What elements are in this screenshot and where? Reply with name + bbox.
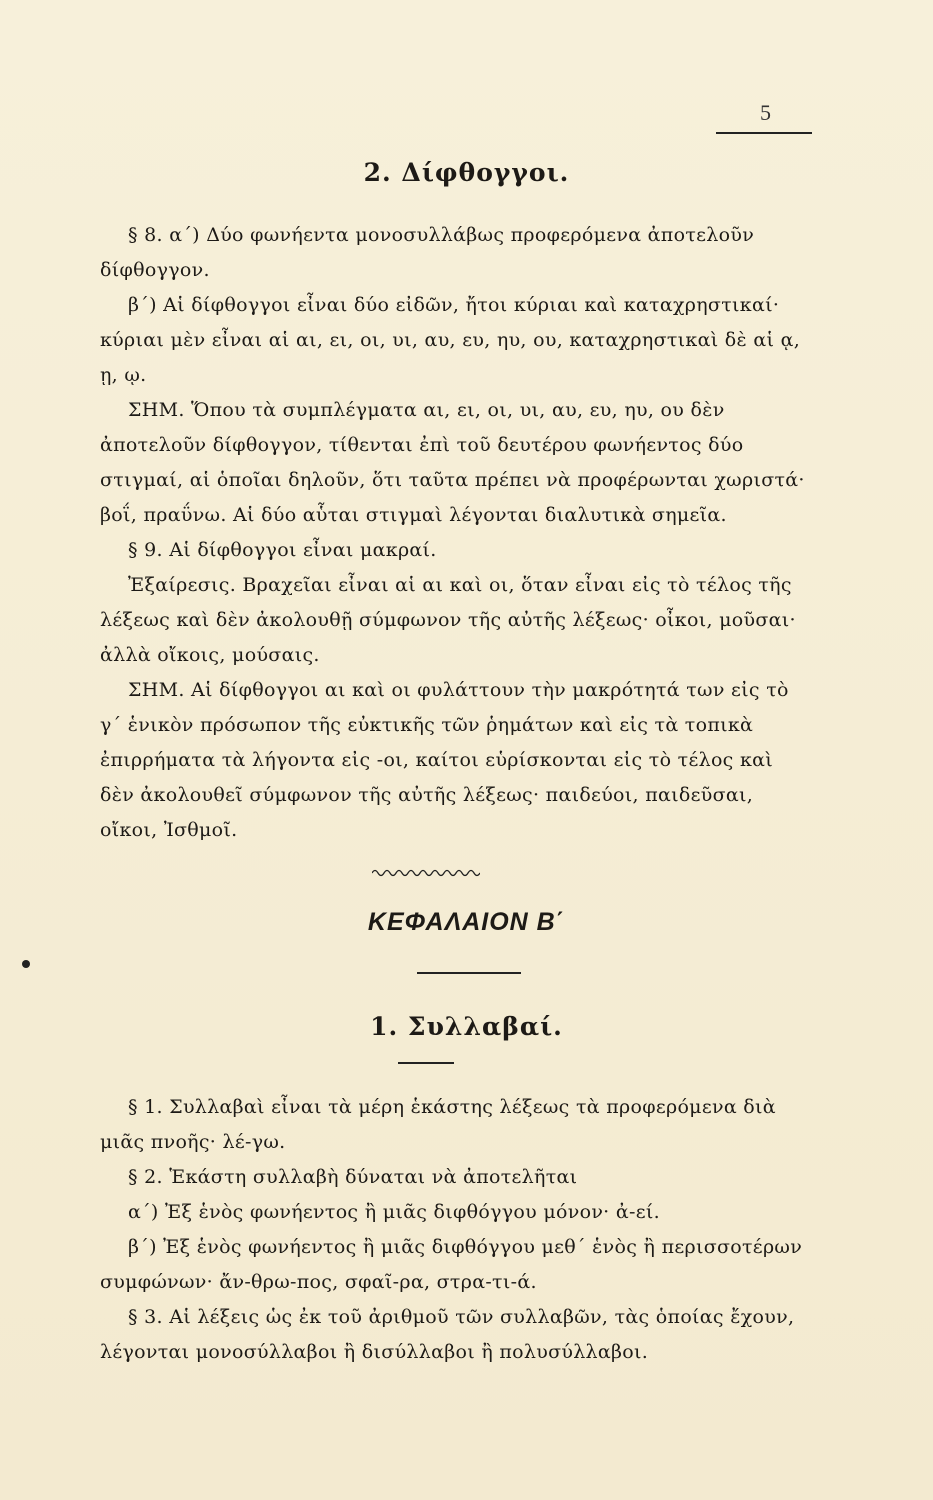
paragraph: β΄) Αἱ δίφθογγοι εἶναι δύο εἰδῶν, ἤτοι κύριαι καὶ καταχρηστικαί· κύριαι μὲν εἶναι αἱ αι, ει, οι, υι, αυ, ευ, ηυ, ου, καταχρηστικαὶ δὲ αἱ ᾳ, ῃ, ῳ. bbox=[100, 294, 801, 386]
chapter-rule bbox=[417, 972, 521, 974]
section-heading-diphthongs: 2. Δίφθογγοι. bbox=[363, 158, 570, 187]
paragraph: β΄) Ἐξ ἑνὸς φωνήεντος ἢ μιᾶς διφθόγγου μεθ΄ ἑνὸς ἢ περισσοτέρων συμφώνων· ἄν-θρω-πος, σφαῖ-ρα, στρα-τι-ά. bbox=[100, 1236, 803, 1293]
subheading-rule bbox=[398, 1062, 454, 1064]
page-number: 5 bbox=[760, 100, 771, 125]
section-syllables-body bbox=[100, 1090, 812, 1370]
wave-ornament bbox=[372, 868, 480, 878]
paragraph: § 9. Αἱ δίφθογγοι εἶναι μακραί. bbox=[128, 539, 437, 561]
chapter-heading: ΚΕΦΑΛΑΙΟΝ Β΄ bbox=[367, 908, 566, 936]
paragraph: α΄) Ἐξ ἑνὸς φωνήεντος ἢ μιᾶς διφθόγγου μόνον· ἀ-εί. bbox=[128, 1201, 660, 1223]
paragraph: § 2. Ἑκάστη συλλαβὴ δύναται νὰ ἀποτελῆται bbox=[128, 1166, 578, 1188]
paragraph: ΣΗΜ. Αἱ δίφθογγοι αι καὶ οι φυλάττουν τὴν μακρότητά των εἰς τὸ γ΄ ἑνικὸν πρόσωπον τῆς εὐκτικῆς τῶν ῥημάτων καὶ εἰς τὰ τοπικὰ ἐπιρρήματα τὰ λήγοντα εἰς -οι, καίτοι εὑρίσκονται εἰς τὸ τέλος καὶ δὲν ἀκολουθεῖ σύμφωνον τῆς αὐτῆς λέξεως· παιδεύοι, παιδεῦσαι, οἴκοι, Ἰσθμοῖ. bbox=[100, 679, 789, 841]
section-diphthongs-body bbox=[100, 218, 812, 848]
ink-dot bbox=[22, 960, 30, 968]
section-heading-syllables: 1. Συλλαβαί. bbox=[370, 1012, 563, 1041]
paragraph: § 1. Συλλαβαὶ εἶναι τὰ μέρη ἑκάστης λέξεως τὰ προφερόμενα διὰ μιᾶς πνοῆς· λέ-γω. bbox=[100, 1096, 776, 1153]
paragraph: ΣΗΜ. Ὅπου τὰ συμπλέγματα αι, ει, οι, υι, αυ, ευ, ηυ, ου δὲν ἀποτελοῦν δίφθογγον, τίθενται ἐπὶ τοῦ δευτέρου φωνήεντος δύο στιγμαί, αἱ ὁποῖαι δηλοῦν, ὅτι ταῦτα πρέπει νὰ προφέρωνται χωριστά· βοΐ, πραΰνω. Αἱ δύο αὗται στιγμαὶ λέγονται διαλυτικὰ σημεῖα. bbox=[100, 399, 805, 526]
paragraph: Ἐξαίρεσις. Βραχεῖαι εἶναι αἱ αι καὶ οι, ὅταν εἶναι εἰς τὸ τέλος τῆς λέξεως καὶ δὲν ἀκολουθῇ σύμφωνον τῆς αὐτῆς λέξεως· οἶκοι, μοῦσαι· ἀλλὰ οἴκοις, μούσαις. bbox=[100, 574, 796, 666]
header-rule bbox=[716, 132, 812, 134]
paragraph: § 8. α΄) Δύο φωνήεντα μονοσυλλάβως προφερόμενα ἀποτελοῦν δίφθογγον. bbox=[100, 224, 755, 281]
paragraph: § 3. Αἱ λέξεις ὡς ἐκ τοῦ ἀριθμοῦ τῶν συλλαβῶν, τὰς ὁποίας ἔχουν, λέγονται μονοσύλλαβοι ἢ δισύλλαβοι ἢ πολυσύλλαβοι. bbox=[100, 1306, 795, 1363]
